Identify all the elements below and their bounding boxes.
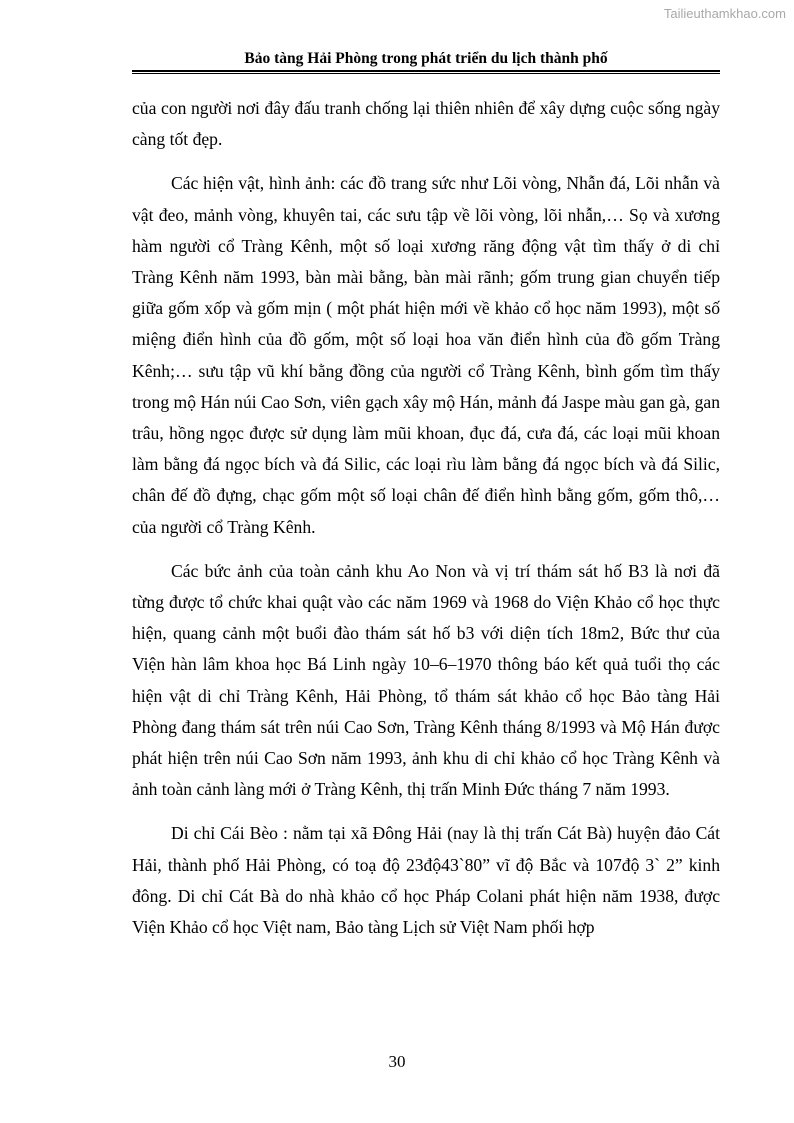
paragraph-continuation: của con người nơi đây đấu tranh chống lại thiên nhiên để xây dựng cuộc sống ngày càng tốt đẹp. — [132, 98, 720, 150]
running-header: Bảo tàng Hải Phòng trong phát triển du lịch thành phố — [244, 50, 608, 67]
paragraph-cai-beo: Di chỉ Cái Bèo : nằm tại xã Đông Hải (nay là thị trấn Cát Bà) huyện đảo Cát Hải, thành phố Hải Phòng, có toạ độ 23độ43`80” vĩ độ Bắc và 107độ 3` 2” kinh đông. Di chỉ Cát Bà do nhà khảo cổ học Pháp Colani phát hiện năm 1938, được Viện Khảo cổ học Việt nam, Bảo tàng Lịch sử Việt Nam phối hợp — [132, 823, 720, 938]
page-body — [132, 93, 720, 956]
page-number: 30 — [388, 1052, 406, 1071]
watermark: Tailieuthamkhao.com — [663, 6, 786, 21]
header-divider — [132, 70, 720, 74]
paragraph-photos: Các bức ảnh của toàn cảnh khu Ao Non và vị trí thám sát hố B3 là nơi đã từng được tổ chức khai quật vào các năm 1969 và 1968 do Viện Khảo cổ học thực hiện, quang cảnh một buổi đào thám sát hố b3 với diện tích 18m2, Bức thư của Viện hàn lâm khoa học Bá Linh ngày 10–6–1970 thông báo kết quả tuổi thọ các hiện vật di chỉ Tràng Kênh, Hải Phòng, tổ thám sát khảo cổ học Bảo tàng Hải Phòng đang thám sát trên núi Cao Sơn, Tràng Kênh tháng 8/1993 và Mộ Hán được phát hiện trên núi Cao Sơn năm 1993, ảnh khu di chỉ khảo cổ học Tràng Kênh và ảnh toàn cảnh làng mới ở Tràng Kênh, thị trấn Minh Đức tháng 7 năm 1993. — [132, 560, 720, 800]
paragraph-artifacts: Các hiện vật, hình ảnh: các đồ trang sức như Lõi vòng, Nhẫn đá, Lõi nhẫn và vật đeo, mảnh vòng, khuyên tai, các sưu tập về lõi vòng, lõi nhẫn,… Sọ và xương hàm người cổ Tràng Kênh, một số loại xương răng động vật tìm thấy ở di chỉ Tràng Kênh năm 1993, bàn mài bằng, bàn mài rãnh; gốm trung gian chuyển tiếp giữa gốm xốp và gốm mịn ( một phát hiện mới về khảo cổ học năm 1993), một số miệng điển hình của đồ gốm, một số loại hoa văn điển hình của đồ gốm Tràng Kênh;… sưu tập vũ khí bằng đồng của người cổ Tràng Kênh, bình gốm tìm thấy trong mộ Hán núi Cao Sơn, viên gạch xây mộ Hán, mảnh đá Jaspe màu gan gà, gan trâu, hồng ngọc được sử dụng làm mũi khoan, đục đá, cưa đá, các loại mũi khoan làm bằng đá ngọc bích và đá Silic, các loại rìu làm bằng đá ngọc bích và đá Silic, chân đế đồ đựng, chạc gốm một số loại chân đế điển hình bằng gốm, gốm thô,… của người cổ Tràng Kênh. — [132, 173, 720, 537]
